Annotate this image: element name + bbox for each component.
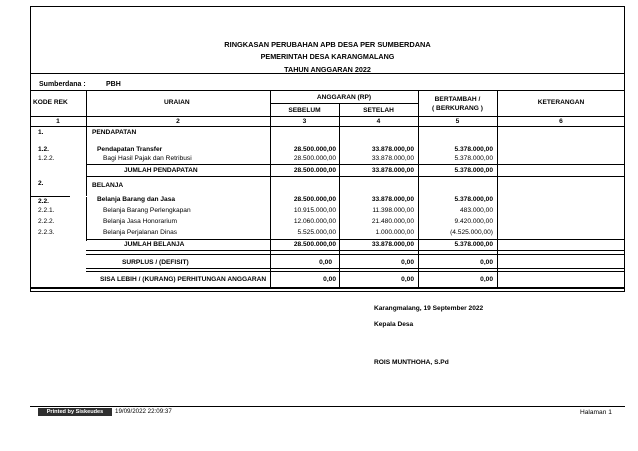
print-timestamp: 19/09/2022 22:09:37	[115, 408, 172, 415]
col-header-sebelum: SEBELUM	[288, 107, 321, 114]
col-header-uraian: URAIAN	[164, 99, 190, 106]
surplus-sebelum: 0,00	[319, 259, 332, 266]
row-code: 2.	[38, 180, 44, 187]
cell-setelah: 33.878.000,00	[371, 155, 414, 162]
silpa-sebelum: 0,00	[323, 276, 336, 283]
cell-selisih: 483.000,00	[459, 207, 493, 214]
col-header-kode: KODE REK	[33, 99, 68, 106]
total-selisih: 5.378.000,00	[454, 241, 493, 248]
col-number: 6	[559, 118, 563, 125]
cell-sebelum: 28.500.000,00	[293, 196, 336, 203]
printed-by-badge: Printed by Siskeudes	[38, 408, 112, 416]
cell-selisih: (4.525.000,00)	[450, 229, 493, 236]
cell-sebelum: 28.500.000,00	[293, 155, 336, 162]
cell-selisih: 5.378.000,00	[454, 155, 493, 162]
row-label: PENDAPATAN	[92, 129, 137, 136]
row-code: 1.	[38, 129, 44, 136]
report-subtitle-village: PEMERINTAH DESA KARANGMALANG	[260, 52, 395, 61]
total-sebelum: 28.500.000,00	[293, 241, 336, 248]
divider	[30, 73, 625, 74]
col-number: 1	[56, 118, 60, 125]
surplus-selisih: 0,00	[480, 259, 493, 266]
column-divider	[86, 197, 87, 241]
total-selisih: 5.378.000,00	[454, 167, 493, 174]
silpa-label: SISA LEBIH / (KURANG) PERHITUNGAN ANGGARAN	[100, 276, 267, 283]
source-value: PBH	[106, 81, 121, 88]
cell-setelah: 33.878.000,00	[371, 146, 414, 153]
table-bottom-border	[30, 287, 625, 289]
cell-selisih: 9.420.000,00	[454, 218, 493, 225]
total-line	[86, 250, 625, 251]
total-label: JUMLAH PENDAPATAN	[124, 167, 198, 174]
total-label: JUMLAH BELANJA	[124, 241, 185, 248]
divider	[86, 271, 625, 272]
row-code: 1.2.	[38, 146, 49, 153]
row-label: Belanja Jasa Honorarium	[103, 218, 178, 225]
total-setelah: 33.878.000,00	[371, 241, 414, 248]
surplus-label: SURPLUS / (DEFISIT)	[122, 259, 189, 266]
total-line	[86, 239, 625, 240]
total-setelah: 33.878.000,00	[371, 167, 414, 174]
row-code: 2.2.2.	[38, 218, 55, 225]
table-top-border	[30, 90, 625, 91]
silpa-selisih: 0,00	[480, 276, 493, 283]
column-divider	[86, 90, 87, 196]
row-code: 2.2.	[38, 198, 49, 205]
col-header-anggaran: ANGGARAN (RP)	[316, 94, 372, 101]
cell-selisih: 5.378.000,00	[454, 146, 493, 153]
col-header-berkurang: ( BERKURANG )	[432, 105, 483, 112]
cell-sebelum: 10.915.000,00	[293, 207, 336, 214]
divider	[86, 254, 625, 255]
cell-sebelum: 12.060.000,00	[293, 218, 336, 225]
row-label: Belanja Perjalanan Dinas	[103, 229, 178, 236]
cell-setelah: 11.398.000,00	[372, 207, 414, 214]
col-header-bertambah: BERTAMBAH /	[434, 96, 481, 103]
signature-place-date: Karangmalang, 19 September 2022	[374, 305, 484, 312]
cell-sebelum: 5.525.000,00	[297, 229, 336, 236]
row-code: 2.2.3.	[38, 229, 55, 236]
source-label: Sumberdana :	[39, 81, 86, 88]
total-sebelum: 28.500.000,00	[293, 167, 336, 174]
row-label: Pendapatan Transfer	[97, 146, 163, 153]
col-number: 4	[376, 118, 381, 125]
report-title: RINGKASAN PERUBAHAN APB DESA PER SUMBERDANA	[224, 40, 431, 49]
divider	[30, 196, 70, 197]
cell-selisih: 5.378.000,00	[454, 196, 493, 203]
col-number: 2	[176, 118, 180, 125]
row-label: Belanja Barang dan Jasa	[97, 196, 176, 203]
cell-setelah: 1.000.000,00	[375, 229, 414, 236]
total-line	[86, 176, 625, 177]
col-header-keterangan: KETERANGAN	[537, 99, 585, 106]
report-subtitle-year: TAHUN ANGGARAN 2022	[284, 65, 371, 74]
row-label: Bagi Hasil Pajak dan Retribusi	[103, 155, 192, 162]
header-divider	[270, 103, 418, 104]
row-code: 1.2.2.	[38, 155, 55, 162]
surplus-setelah: 0,00	[401, 259, 414, 266]
signature-position: Kepala Desa	[374, 321, 414, 328]
silpa-setelah: 0,00	[401, 276, 414, 283]
col-header-setelah: SETELAH	[363, 107, 394, 114]
divider	[86, 268, 625, 269]
footer-divider	[30, 406, 625, 407]
cell-setelah: 33.878.000,00	[371, 196, 414, 203]
row-label: BELANJA	[92, 182, 124, 189]
row-label: Belanja Barang Perlengkapan	[103, 207, 191, 214]
signature-name: ROIS MUNTHOHA, S.Pd	[374, 359, 449, 366]
page-number: Halaman 1	[580, 409, 612, 416]
header-divider	[30, 116, 625, 117]
cell-setelah: 21.480.000,00	[371, 218, 414, 225]
cell-sebelum: 28.500.000,00	[293, 146, 336, 153]
row-code: 2.2.1.	[38, 207, 55, 214]
total-line	[86, 164, 625, 165]
col-number: 3	[302, 118, 307, 125]
col-number: 5	[455, 118, 460, 125]
header-divider	[30, 126, 625, 127]
